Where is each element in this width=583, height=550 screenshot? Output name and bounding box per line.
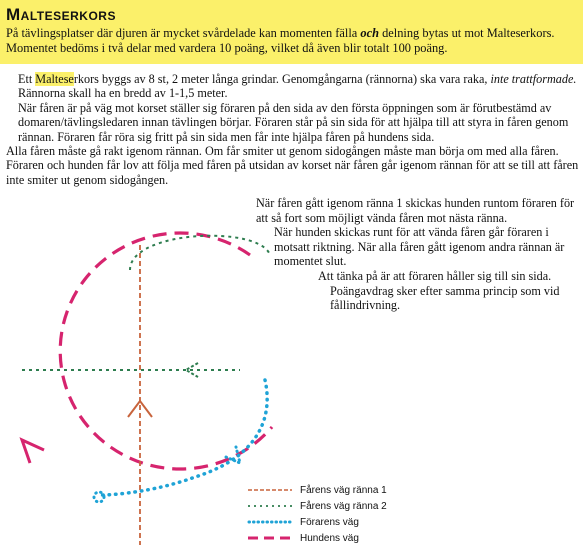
paragraph-send-dog: När fåren gått igenom ränna 1 skickas hunden runtom föraren för att så fort som möjligt vända fåren mot nästa ränna. xyxy=(256,196,575,225)
handler-path xyxy=(100,380,267,495)
legend-item: Fårens väg ränna 1 xyxy=(300,484,387,496)
paragraph-construction: Ett Malteserkors byggs av 8 st, 2 meter långa grindar. Genomgångarna (rännorna) ska vara raka, inte trattformade. Rännorna skall ha en bredd av 1-1,5 meter. xyxy=(18,72,577,101)
paragraph-deduction: Poängavdrag sker efter samma princip som vid fållindrivning. xyxy=(330,283,560,313)
legend-item: Förarens väg xyxy=(300,516,359,528)
legend-item: Hundens väg xyxy=(300,532,359,544)
paragraph-handler-position: När fåren är på väg mot korset ställer sig föraren på den sida av den första öppningen som är förutbestämd av domaren/tävlingsledaren innan tävlingen börjar. Föraren står på sin sida för att hjälpa till att styra in fåren genom rännan. Föraren får röra sig fritt på sin sida men får inte hjälpa fåren på hundens sida. xyxy=(18,100,569,144)
page-title: Malteserkors xyxy=(6,5,116,24)
dog-path-arrow xyxy=(22,440,44,463)
body-text xyxy=(6,72,580,187)
sheep-path-run-2 xyxy=(22,236,270,370)
legend-item: Fårens väg ränna 2 xyxy=(300,500,387,512)
header-box xyxy=(0,0,583,64)
dog-path xyxy=(60,233,272,469)
right-text xyxy=(256,196,578,313)
intro-text: På tävlingsplatser där djuren är mycket svårdelade kan momenten fälla och delning bytas ut mot Malteserkors. Momentet bedöms i två delar med vardera 10 poäng, vilket då även blir totalt 100 poäng. xyxy=(6,26,555,55)
paragraph-remember: Att tänka på är att föraren håller sig till sin sida. xyxy=(318,268,552,283)
paragraph-sheep-through: Alla fåren måste gå rakt igenom rännan. Om får smiter ut genom sidogången måste man börja om med alla fåren. Föraren och hunden får lov att följa med fåren på utsidan av korset när fåren går igenom rännan för att se till att fåren inte smiter ut genom sidogången. xyxy=(6,144,579,187)
legend xyxy=(246,482,387,546)
paragraph-handler-opposite: När hunden skickas runt för att vända fåren går föraren i motsatt riktning. När alla fåren gått igenom andra rännan är momentet slut. xyxy=(274,225,565,269)
handler-loop xyxy=(94,492,104,502)
